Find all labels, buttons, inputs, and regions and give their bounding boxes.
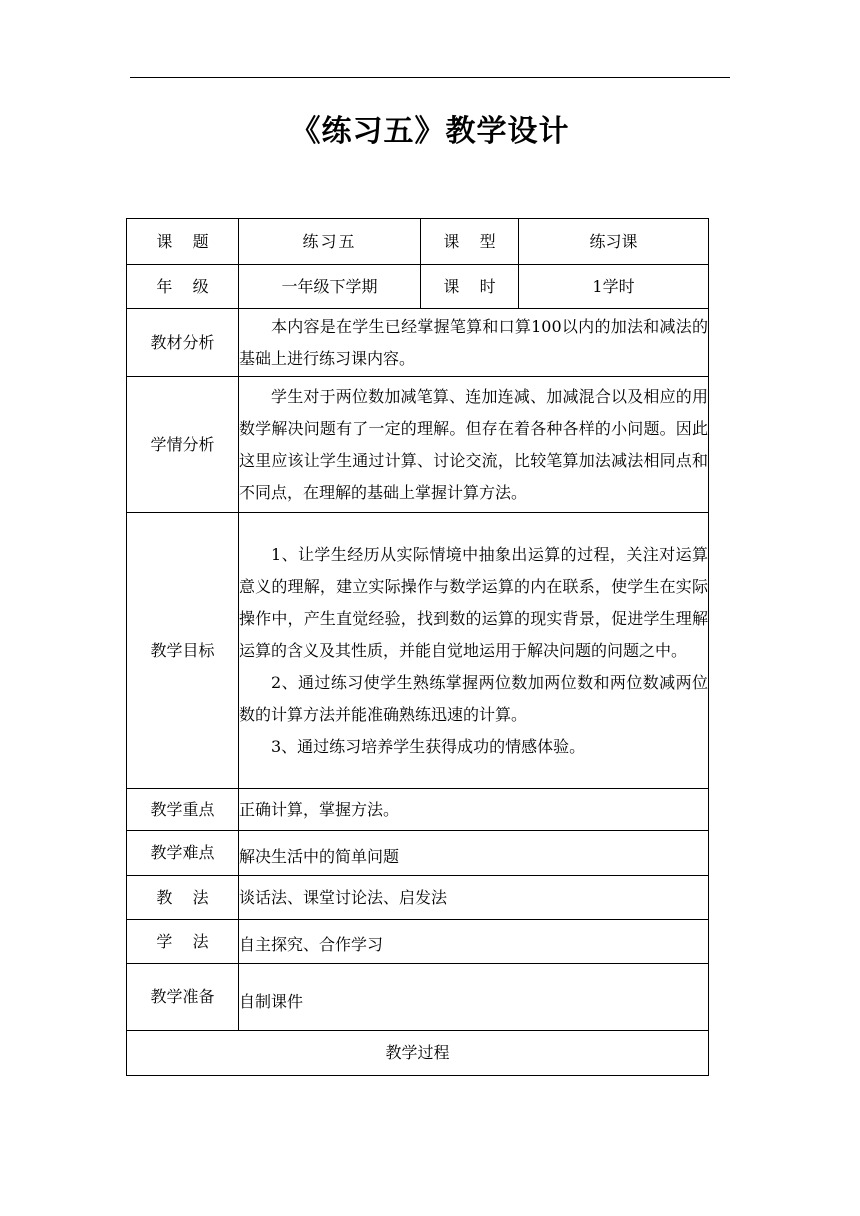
value-lesson-type: 练习课 (519, 219, 709, 265)
label-topic: 课 题 (127, 219, 239, 265)
lesson-plan-table (126, 218, 709, 1076)
row-teaching-method (127, 876, 709, 920)
row-topic (127, 219, 709, 265)
value-topic: 练习五 (239, 219, 421, 265)
label-grade: 年 级 (127, 265, 239, 309)
row-difficulty (127, 831, 709, 876)
label-teaching-method: 教 法 (127, 876, 239, 920)
label-learning-method: 学 法 (127, 920, 239, 964)
row-teaching-goals (127, 513, 709, 789)
row-preparation (127, 964, 709, 1031)
header-rule (130, 77, 730, 78)
goal-item: 1、让学生经历从实际情境中抽象出运算的过程，关注对运算意义的理解，建立实际操作与数学运算的内在联系，使学生在实际操作中，产生直觉经验，找到数的运算的现实背景，促进学生理解运算的含义及其性质，并能自觉地运用于解决问题的问题之中。 (239, 544, 708, 660)
label-class-hours: 课 时 (421, 265, 519, 309)
row-student-analysis (127, 377, 709, 513)
row-learning-method (127, 920, 709, 964)
material-analysis-text: 本内容是在学生已经掌握笔算和口算100以内的加法和减法的基础上进行练习课内容。 (239, 309, 709, 377)
document-title: 《练习五》教学设计 (290, 114, 570, 149)
value-grade: 一年级下学期 (239, 265, 421, 309)
row-key-point (127, 789, 709, 831)
learning-method-text: 自主探究、合作学习 (239, 920, 709, 964)
goal-item: 3、通过练习培养学生获得成功的情感体验。 (271, 736, 586, 756)
goal-item: 2、通过练习使学生熟练掌握两位数加两位数和两位数减两位数的计算方法并能准确熟练迅速的计算。 (239, 672, 708, 724)
label-student-analysis: 学情分析 (127, 377, 239, 513)
label-teaching-goals: 教学目标 (127, 513, 239, 789)
row-grade (127, 265, 709, 309)
label-material-analysis: 教材分析 (127, 309, 239, 377)
student-analysis-text: 学生对于两位数加减笔算、连加连减、加减混合以及相应的用数学解决问题有了一定的理解。但存在着各种各样的小问题。因此这里应该让学生通过计算、讨论交流，比较笔算加法减法相同点和不同点，在理解的基础上掌握计算方法。 (239, 377, 709, 513)
teaching-goals-text (239, 513, 709, 789)
row-material-analysis (127, 309, 709, 377)
row-teaching-process (127, 1031, 709, 1076)
teaching-method-text: 谈话法、课堂讨论法、启发法 (239, 876, 709, 920)
label-preparation: 教学准备 (127, 964, 239, 1031)
difficulty-text: 解决生活中的简单问题 (239, 831, 709, 876)
key-point-text: 正确计算，掌握方法。 (239, 789, 709, 831)
label-key-point: 教学重点 (127, 789, 239, 831)
teaching-process-heading: 教学过程 (127, 1031, 709, 1076)
value-class-hours: 1学时 (519, 265, 709, 309)
label-difficulty: 教学难点 (127, 831, 239, 876)
label-lesson-type: 课 型 (421, 219, 519, 265)
preparation-text: 自制课件 (239, 964, 709, 1031)
